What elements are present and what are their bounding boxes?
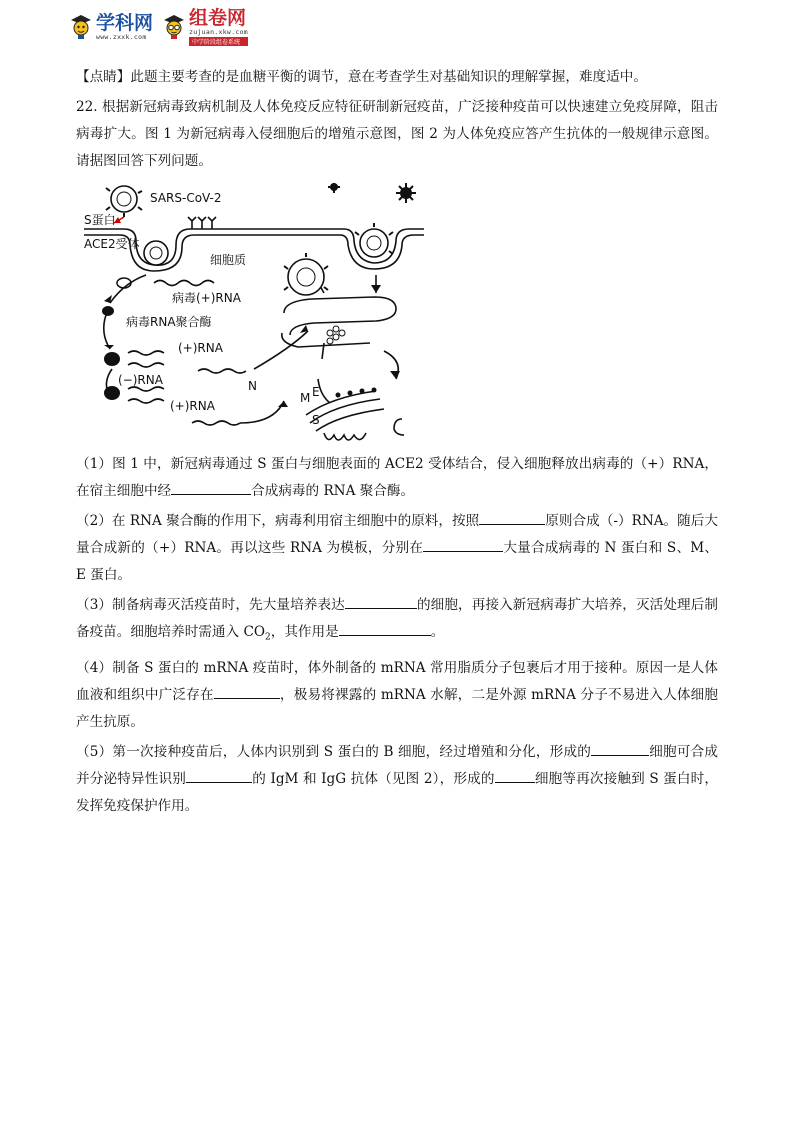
- label-m-protein: M: [300, 391, 311, 405]
- sub-question-3: [76, 592, 718, 652]
- q4-text-b: ，极易将裸露的 mRNA 水解，二是外源 mRNA 分子不易进入人体细胞产生抗原。: [76, 686, 718, 730]
- label-minus-rna: (−)RNA: [118, 373, 163, 387]
- zujuan-logo: [163, 8, 248, 46]
- sub-question-2: [76, 508, 718, 589]
- q3-text-c: ，其作用是: [270, 624, 339, 640]
- q5-text-a: （5）第一次接种疫苗后，人体内识别到 S 蛋白的 B 细胞，经过增殖和分化，形成的: [76, 743, 592, 760]
- label-s-protein: S蛋白: [84, 213, 116, 227]
- zujuan-brand: 组卷网: [189, 7, 247, 29]
- answer-blank[interactable]: [495, 768, 535, 783]
- er-membrane: [284, 297, 396, 335]
- answer-blank[interactable]: [345, 594, 417, 609]
- sub-question-1: [76, 451, 718, 505]
- answer-blank[interactable]: [171, 480, 251, 495]
- virus-released-icon: [328, 183, 416, 203]
- q3-text-d: 。: [430, 624, 445, 640]
- label-s-protein-2: S: [312, 413, 320, 427]
- label-rna-polymerase: 病毒RNA聚合酶: [126, 315, 212, 329]
- answer-blank[interactable]: [186, 768, 252, 783]
- label-e-protein: E: [312, 385, 320, 399]
- answer-note: 【点睛】此题主要考查的是血糖平衡的调节，意在考查学生对基础知识的理解掌握，难度适中。: [76, 69, 647, 85]
- virus-particle-icon: [106, 183, 142, 217]
- document-content: [76, 64, 718, 823]
- q4-text-a: （4）制备 S 蛋白的 mRNA 疫苗时，体外制备的 mRNA 常用脂质分子包裹后才用于接种。原因一是人体血液和组织中广泛存在: [76, 659, 718, 703]
- zujuan-url: zujuan.xkw.com: [189, 28, 249, 36]
- q2-text-a: （2）在 RNA 聚合酶的作用下，病毒利用宿主细胞中的原料，按照: [76, 513, 480, 529]
- answer-blank[interactable]: [479, 510, 545, 525]
- label-ace2-receptor: ACE2受体: [84, 237, 140, 251]
- rna-strand: [154, 281, 214, 286]
- zxxk-url: www.zxxk.com: [96, 33, 147, 41]
- q5-text-c: 的 IgM 和 IgG 抗体（见图 2），形成的: [252, 770, 495, 787]
- q3-text-a: （3）制备病毒灭活疫苗时，先大量培养表达: [76, 597, 345, 613]
- sub-question-list: [76, 451, 718, 820]
- header-logos: [70, 7, 249, 46]
- q2-text-c: 大量合成病毒的 N 蛋白和 S、M、E 蛋白。: [76, 540, 718, 583]
- answer-blank[interactable]: [423, 537, 503, 552]
- sub-question-5: [76, 739, 718, 820]
- label-n-protein: N: [248, 379, 257, 393]
- q5-text-b: 细胞可合成并分泌特异性识别: [76, 743, 719, 787]
- nucleocapsid-icon: [327, 326, 345, 344]
- q5-text-d: 细胞等再次接触到 S 蛋白时，发挥免疫保护作用。: [76, 770, 719, 814]
- co2-subscript: 2: [265, 632, 271, 643]
- zujuan-tag: 中学阶段组卷系统: [189, 37, 248, 46]
- q1-text-a: （1）图 1 中，新冠病毒通过 S 蛋白与细胞表面的 ACE2 受体结合，侵入细胞释放出病毒的（+）RNA，在宿主细胞中经: [76, 456, 718, 499]
- q1-text-b: 合成病毒的 RNA 聚合酶。: [251, 483, 415, 499]
- q2-text-b: 原则合成（-）RNA。随后大量合成新的（+）RNA。再以这些 RNA 为模板，分别在: [76, 513, 718, 556]
- q3-text-b: 的细胞，再接入新冠病毒扩大培养，灭活处理后制备疫苗。细胞培养时需通入 CO: [76, 597, 718, 640]
- virus-budding-icon: [355, 223, 393, 257]
- answer-blank[interactable]: [214, 684, 280, 699]
- question-stem: 22. 根据新冠病毒致病机制及人体免疫反应特征研制新冠疫苗，广泛接种疫苗可以快速建立免疫屏障，阻击病毒扩大。图 1 为新冠病毒入侵细胞后的增殖示意图，图 2 为人体免疫应答产生抗体的一般规律示意图。请据图回答下列问题。: [76, 99, 718, 169]
- virus-replication-diagram: [84, 183, 424, 445]
- answer-blank[interactable]: [339, 621, 431, 636]
- answer-blank[interactable]: [591, 741, 649, 756]
- label-sars-cov-2: SARS-CoV-2: [150, 191, 222, 205]
- mascot-icon: [70, 14, 92, 40]
- zxxk-logo: [70, 13, 153, 41]
- label-cytoplasm: 细胞质: [210, 253, 247, 267]
- label-viral-plus-rna: 病毒(+)RNA: [172, 291, 241, 305]
- label-plus-rna-3: (+)RNA: [170, 399, 215, 413]
- label-plus-rna-2: (+)RNA: [178, 341, 223, 355]
- figure-1-virus-replication: [84, 183, 424, 445]
- zxxk-brand: 学科网: [96, 12, 154, 34]
- mascot-glasses-icon: [163, 14, 185, 40]
- sub-question-4: [76, 655, 718, 736]
